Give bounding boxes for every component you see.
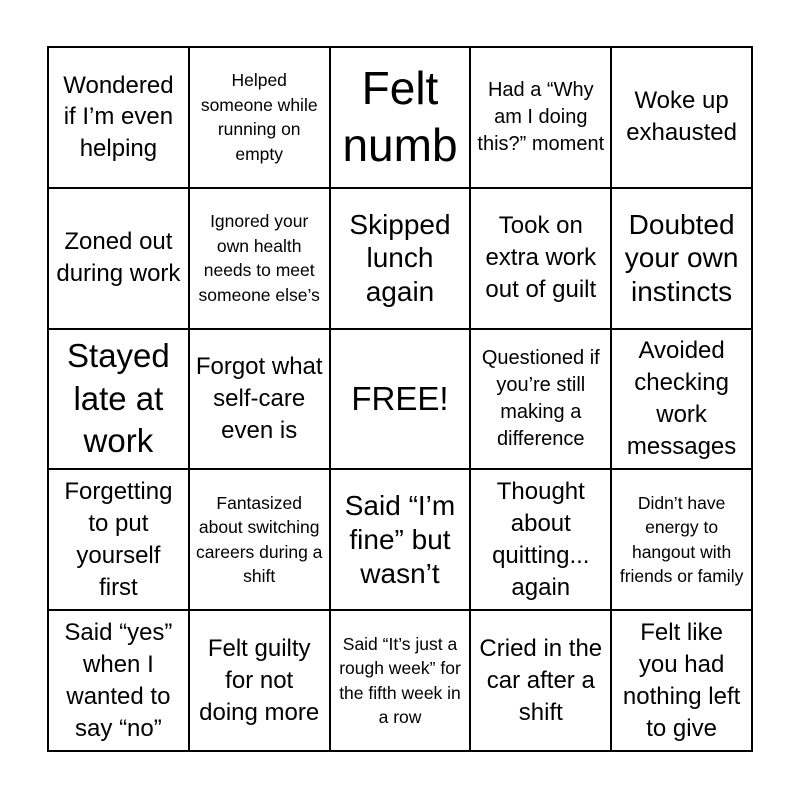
free-space[interactable]: FREE! [331,330,472,471]
bingo-cell[interactable]: Felt numb [331,48,472,189]
bingo-cell[interactable]: Woke up exhausted [612,48,753,189]
bingo-cell[interactable]: Skipped lunch again [331,189,472,330]
bingo-cell[interactable]: Doubted your own instincts [612,189,753,330]
bingo-cell[interactable]: Said “It’s just a rough week” for the fifth week in a row [331,611,472,752]
bingo-cell[interactable]: Forgot what self-care even is [190,330,331,471]
bingo-cell[interactable]: Said “I’m fine” but wasn’t [331,470,472,611]
bingo-cell[interactable]: Said “yes” when I wanted to say “no” [49,611,190,752]
bingo-cell[interactable]: Felt like you had nothing left to give [612,611,753,752]
bingo-cell[interactable]: Cried in the car after a shift [471,611,612,752]
bingo-cell[interactable]: Helped someone while running on empty [190,48,331,189]
bingo-cell[interactable]: Didn’t have energy to hangout with friends or family [612,470,753,611]
bingo-cell[interactable]: Wondered if I’m even helping [49,48,190,189]
bingo-cell[interactable]: Fantasized about switching careers during a shift [190,470,331,611]
bingo-cell[interactable]: Forgetting to put yourself first [49,470,190,611]
bingo-board [47,46,753,752]
bingo-cell[interactable]: Zoned out during work [49,189,190,330]
bingo-cell[interactable]: Avoided checking work messages [612,330,753,471]
bingo-cell[interactable]: Questioned if you’re still making a difference [471,330,612,471]
bingo-cell[interactable]: Stayed late at work [49,330,190,471]
bingo-cell[interactable]: Ignored your own health needs to meet someone else’s [190,189,331,330]
bingo-cell[interactable]: Felt guilty for not doing more [190,611,331,752]
bingo-cell[interactable]: Had a “Why am I doing this?” moment [471,48,612,189]
bingo-cell[interactable]: Took on extra work out of guilt [471,189,612,330]
bingo-cell[interactable]: Thought about quitting... again [471,470,612,611]
